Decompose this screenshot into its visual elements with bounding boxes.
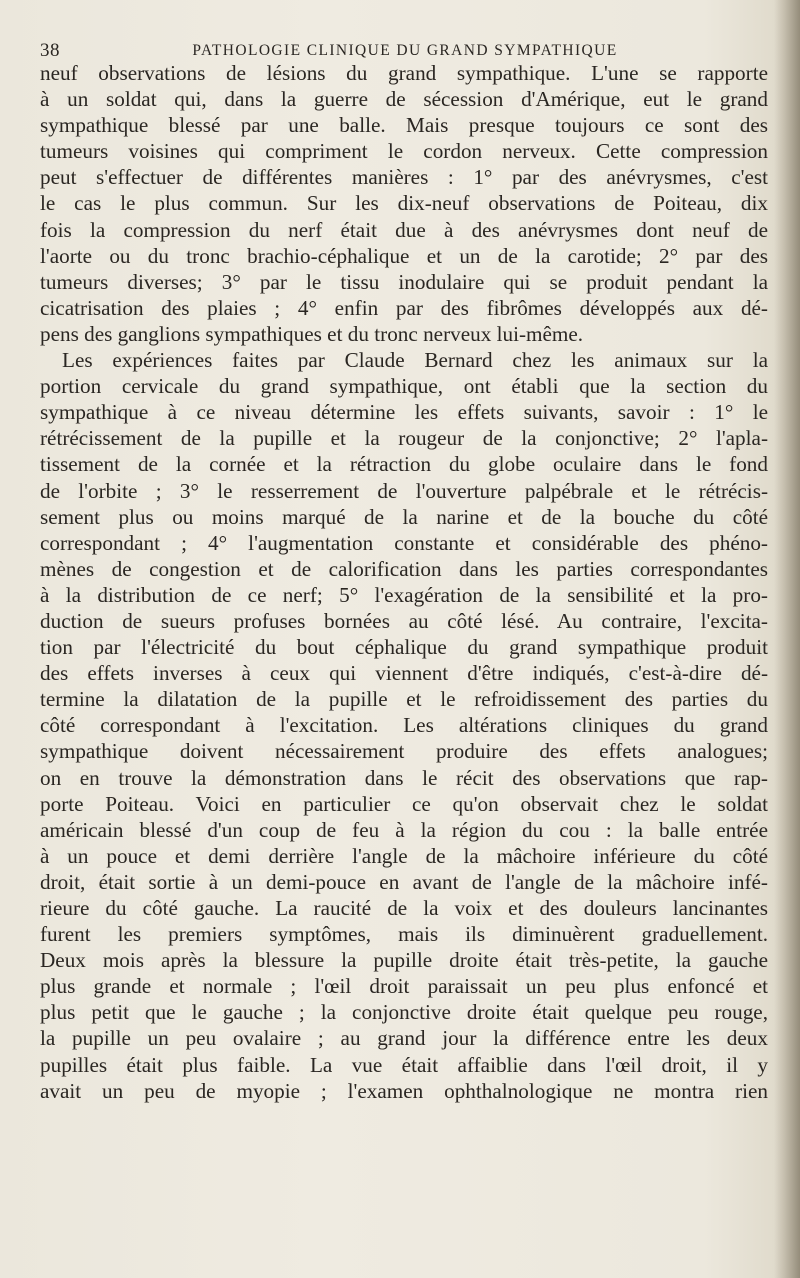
text-line: tissement de la cornée et la rétraction du globe oculaire dans le fond: [40, 452, 768, 477]
text-line: tumeurs voisines qui compriment le cordon nerveux. Cette compression: [40, 139, 768, 164]
text-line: des effets inverses à ceux qui viennent d'être indiqués, c'est-à-dire dé-: [40, 661, 768, 686]
text-line: pupilles était plus faible. La vue était affaiblie dans l'œil droit, il y: [40, 1052, 768, 1077]
text-line: plus petit que le gauche ; la conjonctive droite était quelque peu rouge,: [40, 1000, 768, 1025]
text-line: duction de sueurs profuses bornées au côté lésé. Au contraire, l'excita-: [40, 608, 768, 633]
page-number: 38: [40, 40, 60, 61]
body-text: [40, 60, 768, 1104]
text-line: à la distribution de ce nerf; 5° l'exagération de la sensibilité et la pro-: [40, 582, 768, 607]
text-line: fois la compression du nerf était due à des anévrysmes dont neuf de: [40, 217, 768, 242]
text-line: Deux mois après la blessure la pupille droite était très-petite, la gauche: [40, 948, 768, 973]
text-line: la pupille un peu ovalaire ; au grand jour la différence entre les deux: [40, 1026, 768, 1051]
text-line: on en trouve la démonstration dans le récit des observations que rap-: [40, 765, 768, 790]
text-line: peut s'effectuer de différentes manières : 1° par des anévrysmes, c'est: [40, 165, 768, 190]
text-line: l'aorte ou du tronc brachio-céphalique et un de la carotide; 2° par des: [40, 243, 768, 268]
text-line: rieure du côté gauche. La raucité de la voix et des douleurs lancinantes: [40, 896, 768, 920]
text-line: plus grande et normale ; l'œil droit paraissait un peu plus enfoncé et: [40, 974, 768, 999]
text-line: à un pouce et demi derrière l'angle de la mâchoire inférieure du côté: [40, 843, 768, 868]
text-line: le cas le plus commun. Sur les dix-neuf observations de Poiteau, dix: [40, 191, 768, 216]
text-line: correspondant ; 4° l'augmentation constante et considérable des phéno-: [40, 530, 768, 555]
text-line: rétrécissement de la pupille et la rougeur de la conjonctive; 2° l'apla-: [40, 426, 768, 451]
text-line: avait un peu de myopie ; l'examen ophthalnologique ne montra rien: [40, 1078, 768, 1103]
text-line: de l'orbite ; 3° le resserrement de l'ouverture palpébrale et le rétrécis-: [40, 478, 768, 503]
text-line: sympathique blessé par une balle. Mais presque toujours ce sont des: [40, 113, 768, 138]
text-line: américain blessé d'un coup de feu à la région du cou : la balle entrée: [40, 817, 768, 842]
text-line: à un soldat qui, dans la guerre de sécession d'Amérique, eut le grand: [40, 87, 768, 112]
text-line: termine la dilatation de la pupille et le refroidissement des parties du: [40, 687, 768, 712]
page-edge-shadow: [774, 0, 800, 1278]
text-line: furent les premiers symptômes, mais ils diminuèrent graduellement.: [40, 922, 768, 947]
text-line: neuf observations de lésions du grand sympathique. L'une se rapporte: [40, 61, 768, 85]
text-line: sympathique à ce niveau détermine les effets suivants, savoir : 1° le: [40, 400, 768, 425]
text-line: porte Poiteau. Voici en particulier ce qu'on observait chez le soldat: [40, 791, 768, 816]
text-line: tumeurs diverses; 3° par le tissu inodulaire qui se produit pendant la: [40, 269, 768, 294]
text-line: Les expériences faites par Claude Bernard chez les animaux sur la: [62, 348, 768, 373]
text-line: sympathique doivent nécessairement produire des effets analogues;: [40, 739, 768, 764]
text-line: côté correspondant à l'excitation. Les altérations cliniques du grand: [40, 713, 768, 738]
text-line: pens des ganglions sympathiques et du tronc nerveux lui-même.: [40, 321, 584, 346]
text-line: tion par l'électricité du bout céphalique du grand sympathique produit: [40, 635, 768, 660]
text-line: cicatrisation des plaies ; 4° enfin par des fibrômes développés aux dé-: [40, 295, 768, 320]
running-head: PATHOLOGIE CLINIQUE DU GRAND SYMPATHIQUE: [192, 42, 618, 59]
text-line: droit, était sortie à un demi-pouce en avant de l'angle de la mâchoire infé-: [40, 869, 768, 894]
text-line: mènes de congestion et de calorification dans les parties correspondantes: [40, 556, 768, 581]
text-line: portion cervicale du grand sympathique, ont établi que la section du: [40, 374, 768, 399]
text-line: sement plus ou moins marqué de la narine et de la bouche du côté: [40, 504, 768, 529]
